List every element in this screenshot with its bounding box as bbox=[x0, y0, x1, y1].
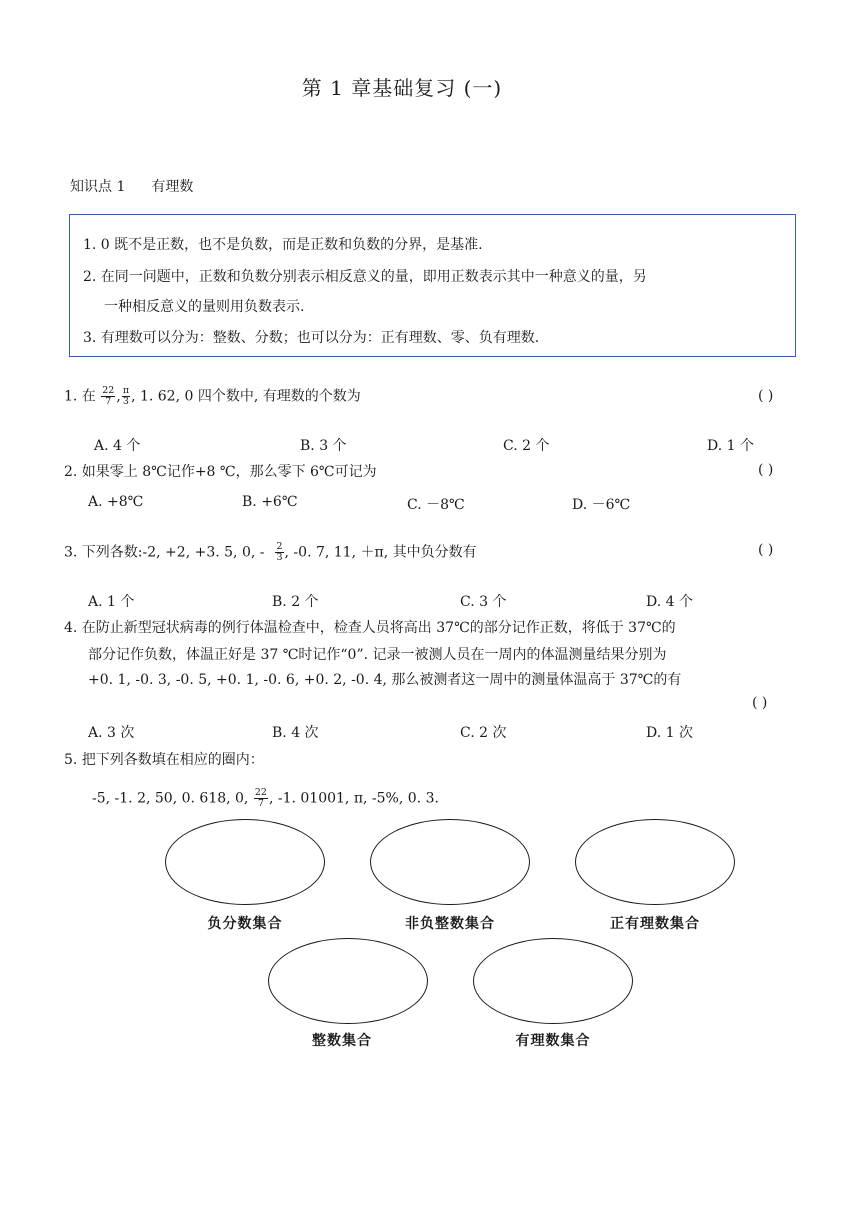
question-3-suffix: , -0. 7, 11, ＋π, 其中负分数有 bbox=[284, 544, 477, 561]
question-1-suffix: , 1. 62, 0 四个数中, 有理数的个数为 bbox=[131, 388, 361, 405]
question-5-numbers bbox=[92, 788, 439, 809]
knowledge-box bbox=[69, 214, 796, 357]
label-nonnegative-integers: 非负整数集合 bbox=[405, 916, 495, 932]
q1-option-c[interactable]: C. 2 个 bbox=[503, 438, 550, 454]
ellipse-integers[interactable] bbox=[268, 938, 428, 1024]
ellipse-rationals[interactable] bbox=[473, 938, 633, 1024]
answer-blank-2[interactable]: ( ) bbox=[758, 462, 774, 478]
q4-option-c[interactable]: C. 2 次 bbox=[460, 725, 507, 741]
page-title: 第 1 章基础复习 (一) bbox=[301, 76, 503, 100]
numbers-suffix: , -1. 01001, π, -5%, 0. 3. bbox=[268, 790, 439, 807]
q1-option-d[interactable]: D. 1 个 bbox=[707, 438, 754, 454]
section-label: 知识点 1 bbox=[70, 179, 126, 195]
answer-blank-1[interactable]: ( ) bbox=[758, 388, 774, 404]
fraction-22-7: $\frac{22}{7}$ bbox=[102, 385, 115, 407]
q2-option-b[interactable]: B. +6℃ bbox=[242, 494, 298, 510]
section-topic: 有理数 bbox=[151, 179, 194, 195]
ellipse-negative-fractions[interactable] bbox=[165, 819, 325, 905]
q2-option-a[interactable]: A. +8℃ bbox=[88, 494, 144, 510]
label-integers: 整数集合 bbox=[312, 1033, 372, 1049]
question-4-line-2: 部分记作负数，体温正好是 37 ℃时记作“0”. 记录一被测人员在一周内的体温测量结果分别为 bbox=[88, 647, 667, 663]
ellipse-nonnegative-integers[interactable] bbox=[370, 819, 530, 905]
q1-option-b[interactable]: B. 3 个 bbox=[300, 438, 347, 454]
ellipse-positive-rationals[interactable] bbox=[575, 819, 735, 905]
question-3-prefix: 3. 下列各数:-2, +2, +3. 5, 0, - bbox=[64, 544, 265, 561]
q4-option-b[interactable]: B. 4 次 bbox=[272, 725, 319, 741]
knowledge-point-3: 3. 有理数可以分为：整数、分数；也可以分为：正有理数、零、负有理数. bbox=[83, 330, 540, 346]
q3-option-d[interactable]: D. 4 个 bbox=[646, 594, 693, 610]
q2-option-d[interactable]: D. －6℃ bbox=[572, 497, 631, 513]
question-1-prefix: 1. 在 bbox=[64, 388, 101, 405]
question-2: 2. 如果零上 8℃记作+8 ℃，那么零下 6℃可记为 bbox=[64, 464, 377, 480]
answer-blank-3[interactable]: ( ) bbox=[758, 542, 774, 558]
question-4-line-3: +0. 1, -0. 3, -0. 5, +0. 1, -0. 6, +0. 2, -0. 4, 那么被测者这一周中的测量体温高于 37℃的有 bbox=[88, 672, 682, 688]
label-rationals: 有理数集合 bbox=[515, 1033, 591, 1049]
label-positive-rationals: 正有理数集合 bbox=[610, 916, 700, 932]
question-4-line-1: 4. 在防止新型冠状病毒的例行体温检查中，检查人员将高出 37℃的部分记作正数，将低于 37℃的 bbox=[64, 620, 676, 636]
fraction-pi-3: $\frac{\pi}{3}$ bbox=[122, 385, 130, 407]
q3-option-a[interactable]: A. 1 个 bbox=[88, 594, 135, 610]
question-1: 1. 在 $\frac{22}{7}$ , $\frac{\pi}{3}$ , 1. 62, 0 四个数中, 有理数的个数为 bbox=[64, 385, 361, 407]
fraction-22-7-q5: $\frac{22}{7}$ bbox=[254, 787, 267, 809]
knowledge-point-2: 2. 在同一问题中，正数和负数分别表示相反意义的量，即用正数表示其中一种意义的量，另 bbox=[83, 269, 647, 285]
section-heading bbox=[70, 176, 193, 196]
q3-option-c[interactable]: C. 3 个 bbox=[460, 594, 507, 610]
knowledge-point-2-cont: 一种相反意义的量则用负数表示. bbox=[104, 299, 305, 315]
q4-option-a[interactable]: A. 3 次 bbox=[88, 725, 135, 741]
question-5: 5. 把下列各数填在相应的圈内： bbox=[64, 752, 264, 768]
q3-option-b[interactable]: B. 2 个 bbox=[272, 594, 319, 610]
numbers-prefix: -5, -1. 2, 50, 0. 618, 0, bbox=[92, 790, 253, 807]
label-negative-fractions: 负分数集合 bbox=[207, 916, 283, 932]
q2-option-c[interactable]: C. －8℃ bbox=[407, 497, 465, 513]
answer-blank-4[interactable]: ( ) bbox=[752, 695, 768, 711]
q4-option-d[interactable]: D. 1 次 bbox=[646, 725, 693, 741]
question-3 bbox=[64, 542, 477, 563]
q1-option-a[interactable]: A. 4 个 bbox=[94, 438, 141, 454]
knowledge-point-1: 1. 0 既不是正数，也不是负数，而是正数和负数的分界，是基准. bbox=[83, 237, 483, 253]
fraction-2-3: $\frac{2}{3}$ bbox=[276, 541, 283, 563]
